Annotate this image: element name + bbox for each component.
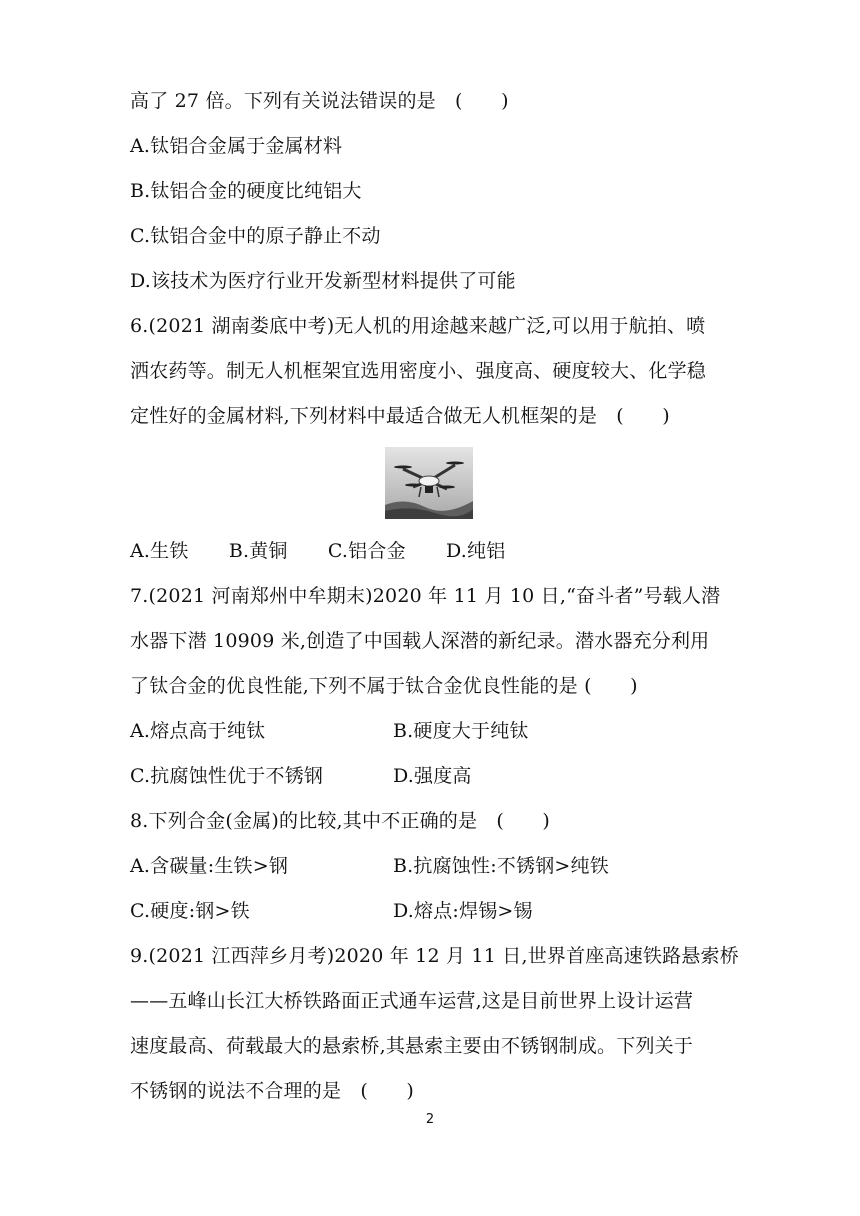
q5-option-a: A.钛铝合金属于金属材料 [130,135,343,157]
q6-stem-line-2: 洒农药等。制无人机框架宜选用密度小、强度高、硬度较大、化学稳 [130,360,707,382]
q7-stem-line-2: 水器下潜 10909 米,创造了中国载人深潜的新纪录。潜水器充分利用 [130,630,710,652]
q6-options [130,539,539,563]
drone-icon [385,447,473,519]
q6-option-d: D.纯铝 [446,540,506,562]
q5-option-b: B.钛铝合金的硬度比纯铝大 [130,180,362,202]
line-continuation: 高了 27 倍。下列有关说法错误的是 ( ) [130,90,509,112]
q6-option-b: B.黄铜 [228,540,288,562]
q9-stem-line-4: 不锈钢的说法不合理的是 ( ) [130,1080,415,1102]
q6-option-c: C.铝合金 [327,540,406,562]
q8-option-b: B.抗腐蚀性:不锈钢>纯铁 [393,855,609,877]
q7-option-b: B.硬度大于纯钛 [393,720,529,742]
q9-stem-line-1: 9.(2021 江西萍乡月考)2020 年 12 月 11 日,世界首座高速铁路悬索桥 [130,945,739,967]
q7-option-a: A.熔点高于纯钛 [130,720,266,742]
q5-option-d: D.该技术为医疗行业开发新型材料提供了可能 [130,270,516,292]
q7-stem-line-3: 了钛合金的优良性能,下列不属于钛合金优良性能的是 ( ) [130,675,638,697]
q5-option-c: C.钛铝合金中的原子静止不动 [130,225,381,247]
q7-option-c: C.抗腐蚀性优于不锈钢 [130,765,324,787]
q6-option-a: A.生铁 [130,540,189,562]
q8-option-a: A.含碳量:生铁>钢 [130,855,289,877]
q9-stem-line-3: 速度最高、荷载最大的悬索桥,其悬索主要由不锈钢制成。下列关于 [130,1035,694,1057]
q8-stem: 8.下列合金(金属)的比较,其中不正确的是 ( ) [130,810,551,832]
q7-option-d: D.强度高 [393,765,472,787]
q8-option-d: D.熔点:焊锡>锡 [393,900,533,922]
drone-photo [385,447,473,519]
q8-option-c: C.硬度:钢>铁 [130,900,250,922]
q6-stem-line-1: 6.(2021 湖南娄底中考)无人机的用途越来越广泛,可以用于航拍、喷 [130,315,706,337]
page-number: 2 [425,1112,435,1127]
q7-stem-line-1: 7.(2021 河南郑州中牟期末)2020 年 11 月 10 日,“奋斗者”号载人潜 [130,585,721,607]
q9-stem-line-2: ——五峰山长江大桥铁路面正式通车运营,这是目前世界上设计运营 [130,990,694,1012]
q6-stem-line-3: 定性好的金属材料,下列材料中最适合做无人机框架的是 ( ) [130,405,670,427]
